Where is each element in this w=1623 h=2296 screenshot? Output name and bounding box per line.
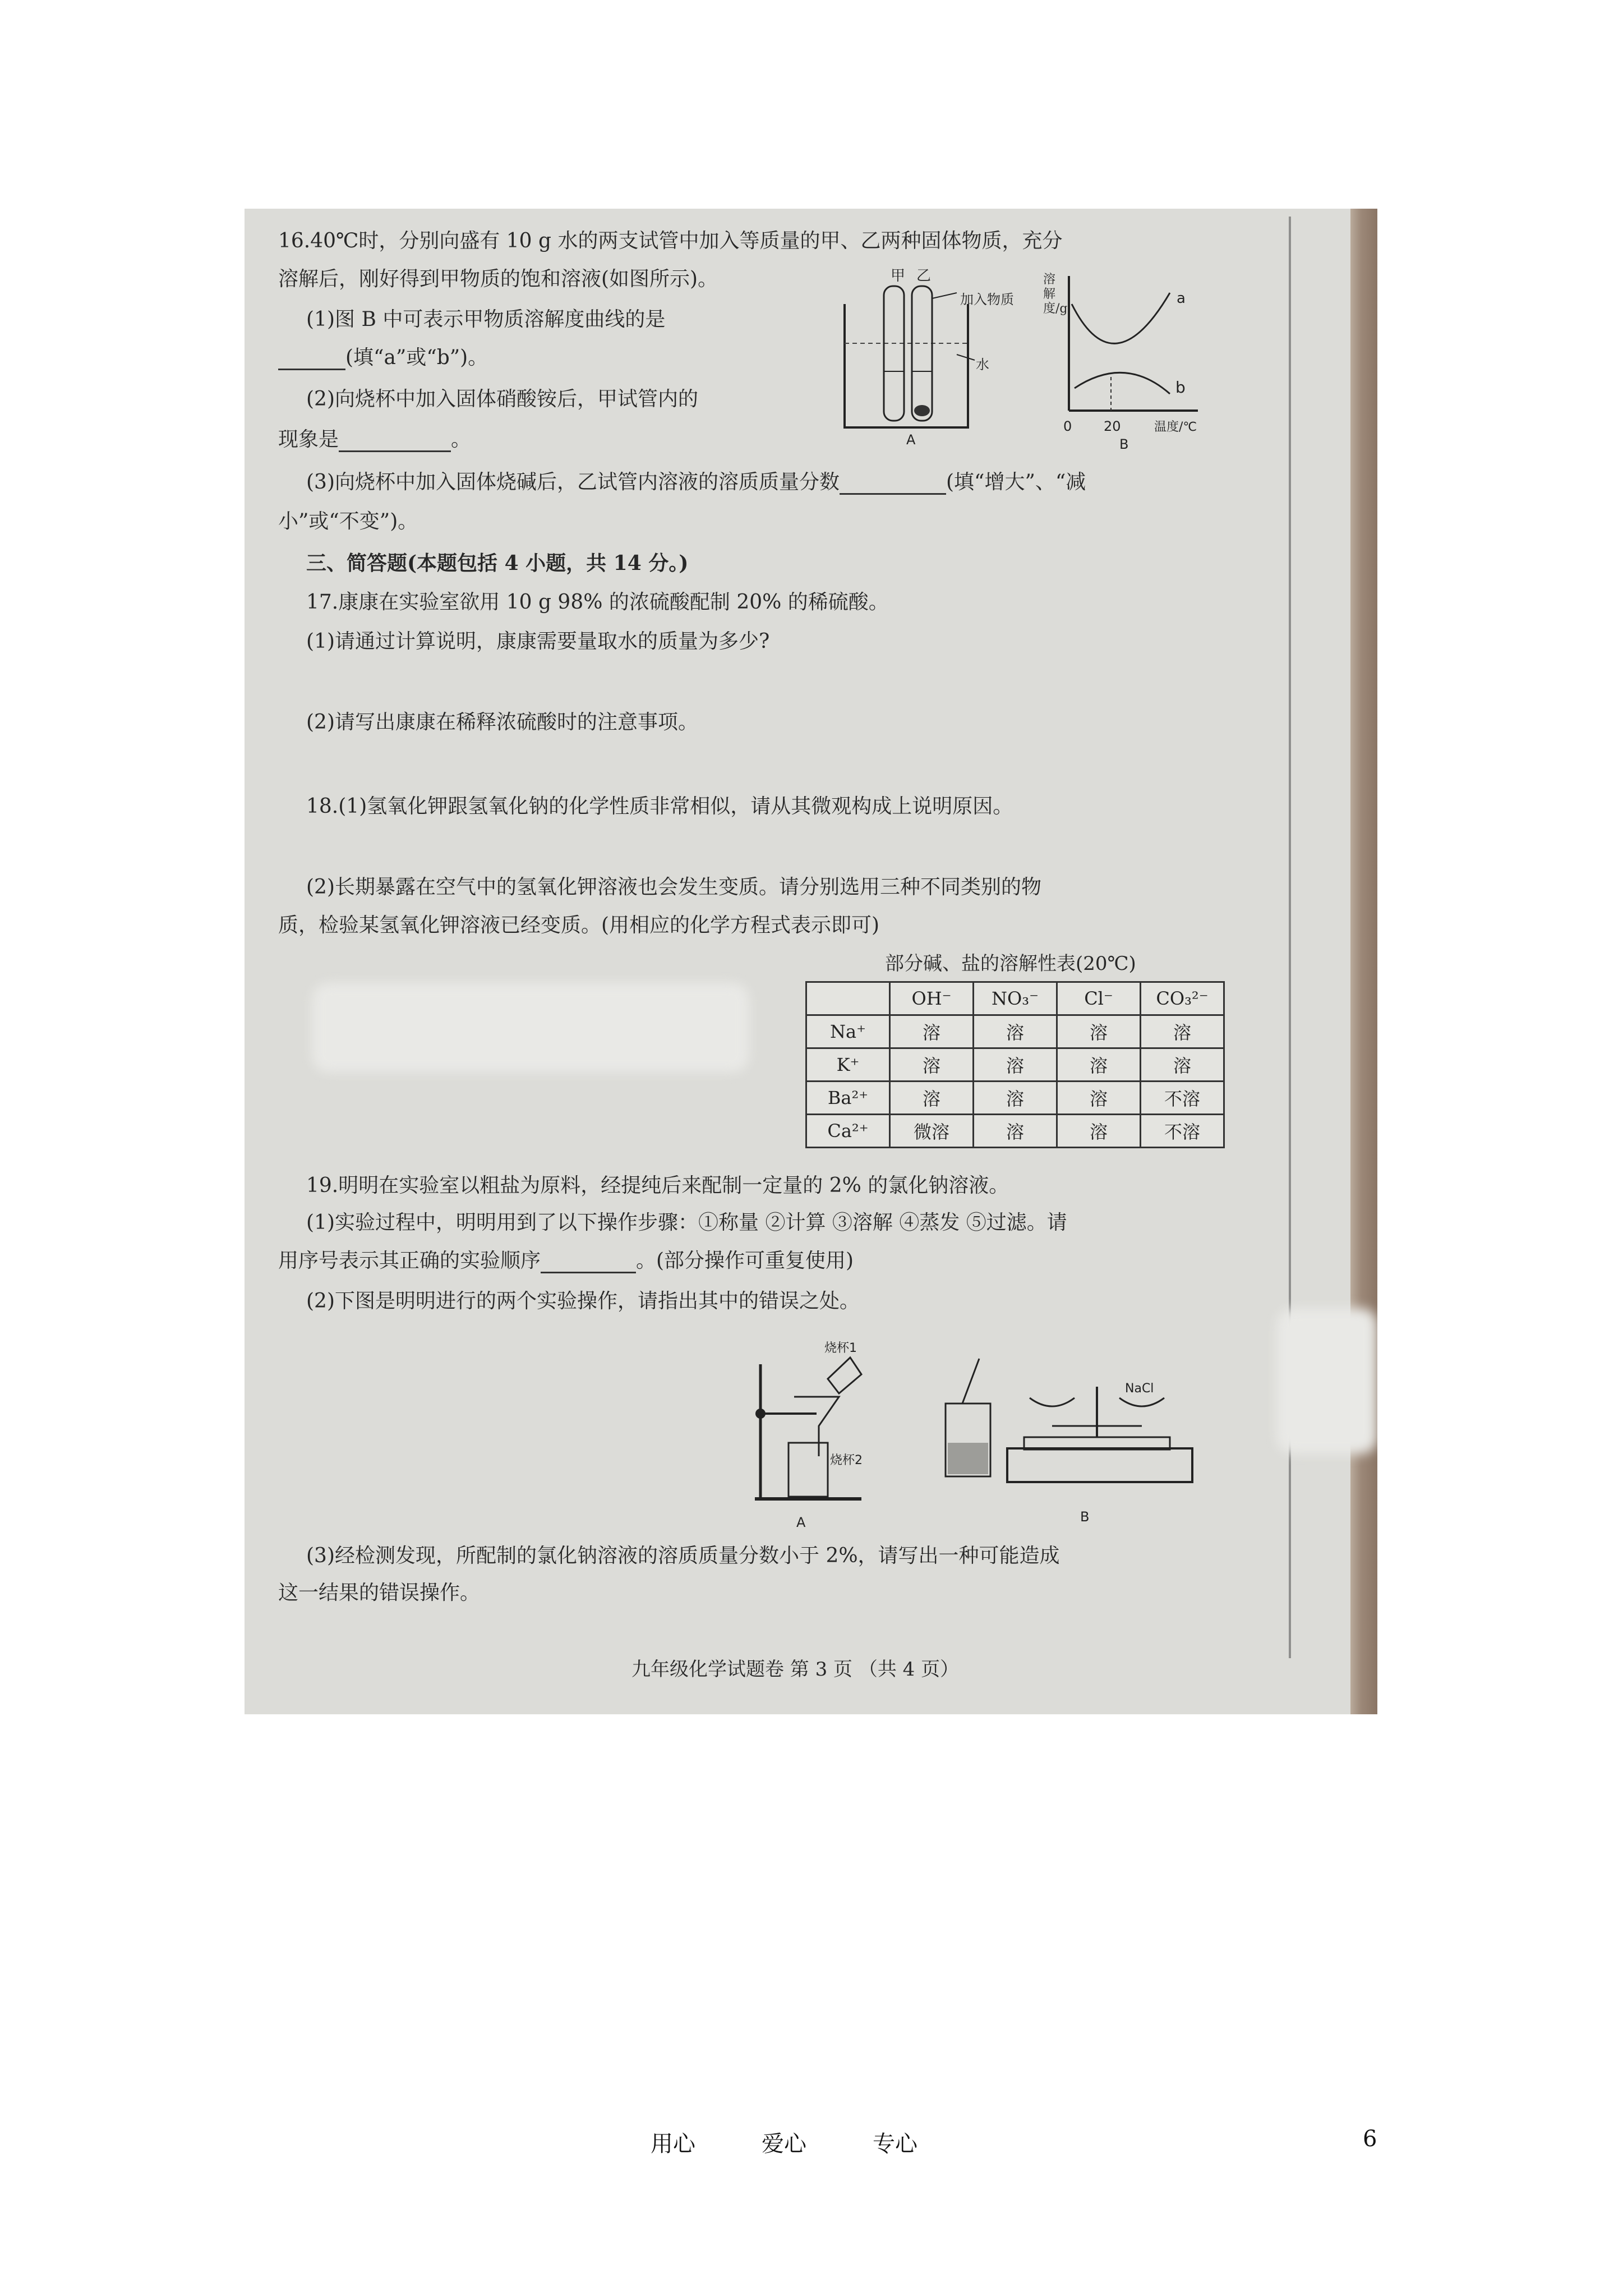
table-cell: Ba²⁺	[806, 1082, 890, 1115]
slogan-word: 爱心	[762, 2131, 806, 2157]
table-cell: 溶	[974, 1082, 1057, 1115]
curve-a-label: a	[1177, 290, 1186, 307]
answer-blank[interactable]	[541, 1253, 636, 1273]
q19-line1: 19.明明在实验室以粗盐为原料，经提纯后来配制一定量的 2% 的氯化钠溶液。	[306, 1174, 1009, 1197]
smudge	[312, 983, 749, 1073]
label-beaker2: 烧杯2	[830, 1453, 863, 1467]
page-number: 6	[1363, 2126, 1377, 2152]
q18-part1: 18.(1)氢氧化钾跟氢氧化钠的化学性质非常相似，请从其微观构成上说明原因。	[306, 795, 1013, 818]
section-3-heading: 三、简答题(本题包括 4 小题，共 14 分。)	[306, 551, 689, 575]
q16-part3	[306, 470, 1086, 495]
table-header-cell: CO₃²⁻	[1141, 982, 1224, 1015]
table-header-cell	[806, 982, 890, 1015]
table-cell: 溶	[1057, 1115, 1141, 1148]
table-row	[806, 1048, 1224, 1082]
label-add-substance: 加入物质	[960, 292, 1014, 307]
label-beaker1: 烧杯1	[824, 1341, 857, 1355]
x-tick-20: 20	[1104, 418, 1121, 434]
period: 。	[451, 428, 472, 451]
solubility-table	[805, 981, 1225, 1148]
figure-filtration	[749, 1331, 917, 1533]
scanned-exam-page	[245, 209, 1377, 1714]
caption-a: A	[906, 432, 916, 448]
table-header-cell: NO₃⁻	[974, 982, 1057, 1015]
figure-solubility-curves	[1041, 270, 1209, 450]
table-cell: 不溶	[1141, 1115, 1224, 1148]
q16-line2: 溶解后，刚好得到甲物质的饱和溶液(如图所示)。	[278, 268, 718, 291]
figure-balance	[940, 1336, 1220, 1533]
slogan-word: 用心	[651, 2131, 695, 2157]
q19-part1-line1: (1)实验过程中，明明用到了以下操作步骤：①称量 ②计算 ③溶解 ④蒸发 ⑤过滤。请	[306, 1211, 1067, 1234]
q16-part1-answer	[278, 346, 488, 370]
table-cell: 溶	[890, 1015, 974, 1048]
q16-part1-tail: (填“a”或“b”)。	[345, 346, 488, 369]
table-cell: 溶	[1141, 1015, 1224, 1048]
table-cell: 溶	[1057, 1082, 1141, 1115]
q16-line1: 16.40℃时，分别向盛有 10 g 水的两支试管中加入等质量的甲、乙两种固体物质，充分	[278, 229, 1063, 252]
label-jia: 甲	[891, 268, 906, 284]
table-cell: Ca²⁺	[806, 1115, 890, 1148]
q16-part2-head: 现象是	[278, 428, 339, 451]
q19-part1-tail: 。(部分操作可重复使用)	[636, 1249, 854, 1272]
footer-slogan	[651, 2126, 984, 2158]
table-row	[806, 1082, 1224, 1115]
answer-blank[interactable]	[339, 431, 451, 452]
q17-line1: 17.康康在实验室欲用 10 g 98% 的浓硫酸配制 20% 的稀硫酸。	[306, 591, 889, 614]
table-header-cell: Cl⁻	[1057, 982, 1141, 1015]
q18-part2-line2: 质，检验某氢氧化钾溶液已经变质。(用相应的化学方程式表示即可)	[278, 914, 880, 937]
table-row	[806, 1015, 1224, 1048]
table-cell: Na⁺	[806, 1015, 890, 1048]
table-cell: 溶	[974, 1115, 1057, 1148]
table-title: 部分碱、盐的溶解性表(20℃)	[885, 953, 1136, 975]
q16-part3-tail: (填“增大”、“减	[946, 471, 1086, 494]
x-tick-0: 0	[1063, 418, 1072, 434]
table-cell: 微溶	[890, 1115, 974, 1148]
table-cell: K⁺	[806, 1048, 890, 1082]
table-cell: 溶	[974, 1048, 1057, 1082]
q19-part2: (2)下图是明明进行的两个实验操作，请指出其中的错误之处。	[306, 1290, 860, 1313]
q18-part2-line1: (2)长期暴露在空气中的氢氧化钾溶液也会发生变质。请分别选用三种不同类别的物	[306, 876, 1041, 899]
table-cell: 溶	[974, 1015, 1057, 1048]
smudge	[1276, 1308, 1377, 1454]
q16-part2: (2)向烧杯中加入固体硝酸铵后，甲试管内的	[306, 388, 698, 411]
x-axis-label: 温度/℃	[1154, 420, 1197, 434]
document-footer	[0, 2126, 1623, 2160]
q17-part1: (1)请通过计算说明，康康需要量取水的质量为多少?	[306, 630, 770, 653]
answer-blank[interactable]	[840, 474, 946, 495]
table-cell: 不溶	[1141, 1082, 1224, 1115]
scan-page-footer: 九年级化学试题卷 第 3 页 （共 4 页）	[631, 1658, 960, 1681]
q19-part3-line2: 这一结果的错误操作。	[278, 1581, 481, 1604]
table-header-row	[806, 982, 1224, 1015]
table-cell: 溶	[890, 1082, 974, 1115]
label-water: 水	[976, 357, 989, 372]
q19-part3-line1: (3)经检测发现，所配制的氯化钠溶液的溶质质量分数小于 2%，请写出一种可能造成	[306, 1544, 1060, 1567]
table-header-cell: OH⁻	[890, 982, 974, 1015]
q19-part1-head: 用序号表示其正确的实验顺序	[278, 1249, 541, 1272]
table-cell: 溶	[1141, 1048, 1224, 1082]
q16-part3-cont: 小”或“不变”)。	[278, 510, 418, 533]
slogan-word: 专心	[873, 2131, 917, 2157]
y-axis-label: 溶解度/g	[1043, 273, 1068, 316]
label-nacl: NaCl	[1125, 1382, 1154, 1396]
answer-blank[interactable]	[278, 349, 345, 370]
caption-b: B	[1080, 1509, 1090, 1525]
q19-part1-line2	[278, 1249, 854, 1273]
table-cell: 溶	[1057, 1015, 1141, 1048]
label-yi: 乙	[916, 268, 932, 284]
table-row	[806, 1115, 1224, 1148]
wood-background-strip	[1350, 209, 1377, 1714]
q16-part1: (1)图 B 中可表示甲物质溶解度曲线的是	[306, 308, 666, 331]
q16-part2-answer	[278, 427, 471, 452]
q16-part3-head: (3)向烧杯中加入固体烧碱后，乙试管内溶液的溶质质量分数	[306, 471, 840, 494]
caption-b: B	[1119, 436, 1129, 450]
q17-part2: (2)请写出康康在稀释浓硫酸时的注意事项。	[306, 711, 698, 734]
caption-a: A	[796, 1515, 806, 1530]
curve-b-label: b	[1175, 378, 1186, 397]
table-cell: 溶	[890, 1048, 974, 1082]
table-cell: 溶	[1057, 1048, 1141, 1082]
